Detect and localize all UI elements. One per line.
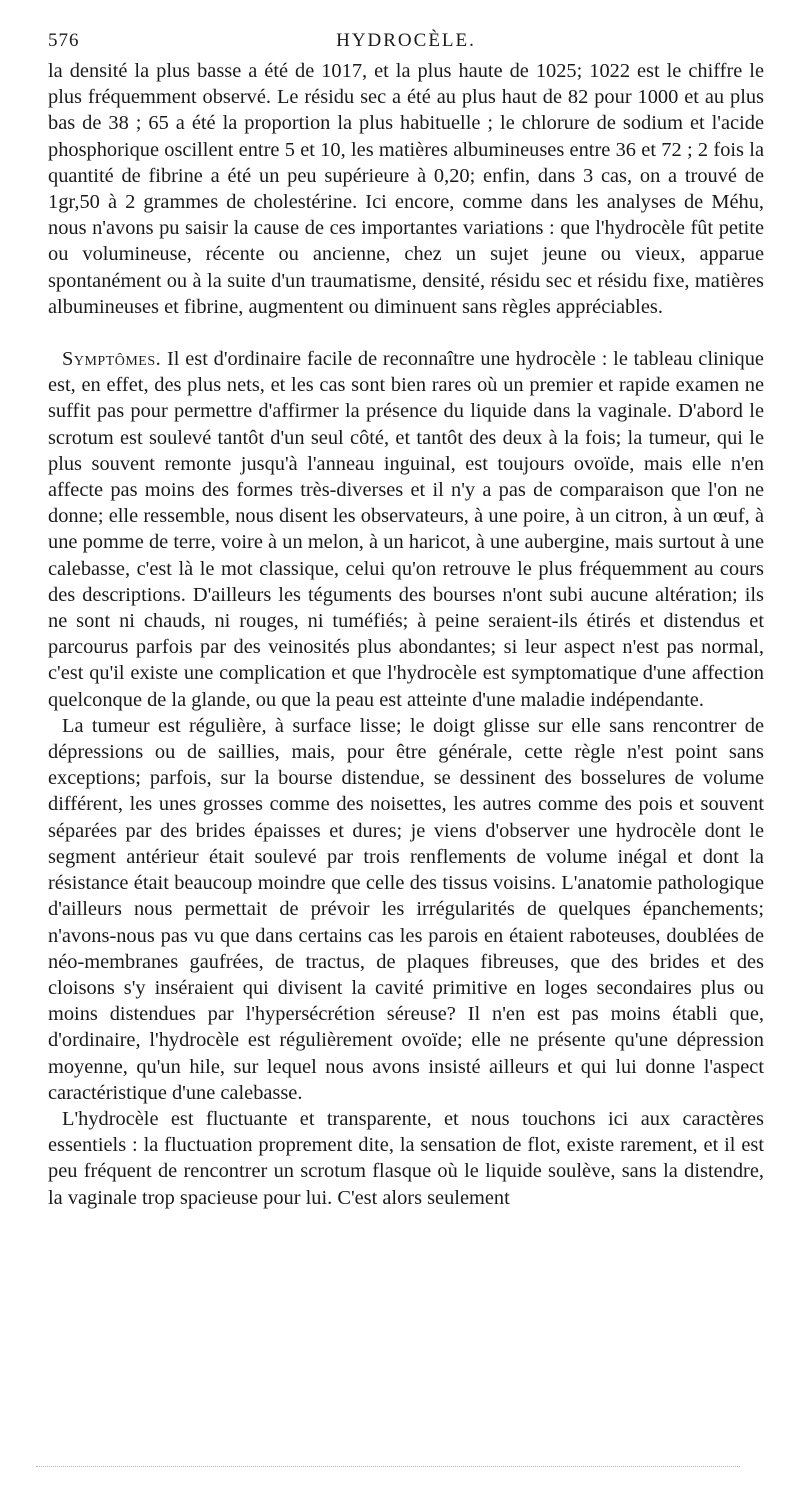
paragraph-symptoms xyxy=(48,346,764,713)
paragraph-fluctuation: L'hydrocèle est fluctuante et transparente, et nous touchons ici aux caractères essentiels : la fluctuation proprement dite, la sensation de flot, existe rarement, et il est peu fréquent de rencontrer un scrotum flasque où le liquide soulève, sans la distendre, la vaginale trop spacieuse pour lui. C'est alors seulement xyxy=(48,1107,764,1209)
paragraph-symptoms-text: Il est d'ordinaire facile de reconnaître une hydrocèle : le tableau clinique est, en effet, des plus nets, et les cas sont bien rares où un premier et rapide examen ne suffit pas pour permettre d'affirmer la présence du liquide dans la vaginale. D'abord le scrotum est soulevé tantôt d'un seul côté, et tantôt des deux à la fois; la tumeur, qui le plus souvent remonte jusqu'à l'anneau inguinal, est toujours ovoïde, mais elle n'en affecte pas moins des formes très-diverses et il n'y a pas de comparaison que l'on ne donne; elle ressemble, nous disent les observateurs, à une poire, à un citron, à un œuf, à une pomme de terre, voire à un melon, à un haricot, à une aubergine, mais surtout à une calebasse, c'est là le mot classique, celui qu'on retrouve le plus fréquemment au cours des descriptions. D'ailleurs les téguments des bourses n'ont subi aucune altération; ils ne sont ni chauds, ni rouges, ni tuméfiés; à peine seraient-ils étirés et distendus et parcourus parfois par des veinosités plus abondantes; si leur aspect n'est pas normal, c'est qu'il existe une complication et que l'hydrocèle est symptomatique d'une affection quelconque de la glande, ou que la peau est atteinte d'une maladie indépendante. xyxy=(48,348,764,711)
body-text xyxy=(48,58,764,1211)
running-title: HYDROCÈLE. xyxy=(336,30,476,51)
paragraph-analysis-results: la densité la plus basse a été de 1017, et la plus haute de 1025; 1022 est le chiffre le plus fréquemment observé. Le résidu sec a été au plus haut de 82 pour 1000 et au plus bas de 38 ; 65 a été la proportion la plus habituelle ; le chlorure de sodium et l'acide phosphorique oscillent entre 5 et 10, les matières albumineuses entre 36 et 72 ; 2 fois la quantité de fibrine a été un peu supérieure à 0,20; enfin, dans 3 cas, on a trouvé de 1gr,50 à 2 grammes de cholestérine. Ici encore, comme dans les analyses de Méhu, nous n'avons pu saisir la cause de ces importantes variations : que l'hydrocèle fût petite ou volumineuse, récente ou ancienne, chez un sujet jeune ou vieux, apparue spontanément ou à la suite d'un traumatisme, densité, résidu sec et résidu fixe, matières albumineuses et fibrine, augmentent ou diminuent sans règles appréciables. xyxy=(48,60,764,318)
running-head xyxy=(48,22,764,52)
footer-rule xyxy=(36,1466,740,1467)
section-gap xyxy=(48,320,764,346)
section-heading-symptoms: Symptômes. xyxy=(62,348,162,371)
page-number: 576 xyxy=(48,30,80,51)
book-page xyxy=(48,22,764,1211)
paragraph-tumor-surface: La tumeur est régulière, à surface lisse; le doigt glisse sur elle sans rencontrer de dépressions ou de saillies, mais, pour être générale, cette règle n'est point sans exceptions; parfois, sur la bourse distendue, se dessinent des bosselures de volume différent, les unes grosses comme des noisettes, les autres comme des pois et souvent séparées par des brides épaisses et dures; je viens d'observer une hydrocèle dont le segment antérieur était soulevé par trois renflements de volume inégal et dont la résistance était beaucoup moindre que celle des tissus voisins. L'anatomie pathologique d'ailleurs nous permettait de prévoir les irrégularités de quelques épanchements; n'avons-nous pas vu que dans certains cas les parois en étaient raboteuses, doublées de néo-membranes gaufrées, de tractus, de plaques fibreuses, que des brides et des cloisons s'y inséraient qui divisent la cavité primitive en loges secondaires plus ou moins distendues par l'hypersécrétion séreuse? Il n'en est pas moins établi que, d'ordinaire, l'hydrocèle est régulièrement ovoïde; elle ne présente qu'une dépression moyenne, qu'un hile, sur lequel nous avons insisté ailleurs et qui lui donne l'aspect caractéristique d'une calebasse. xyxy=(48,714,764,1104)
